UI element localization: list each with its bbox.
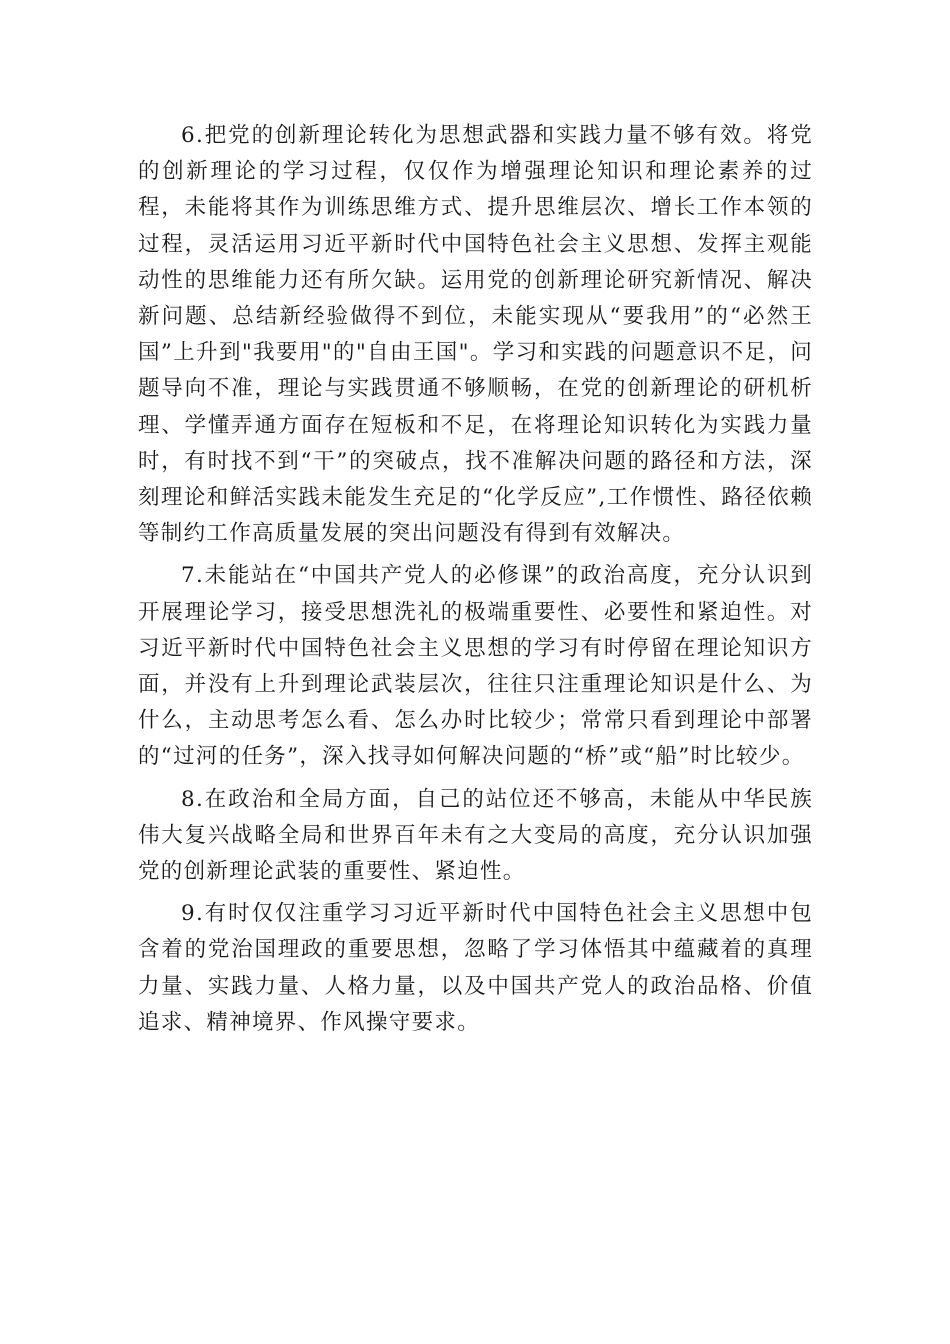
paragraph-7: 7.未能站在“中国共产党人的必修课”的政治高度，充分认识到开展理论学习，接受思想洗礼的极端重要性、必要性和紧迫性。对习近平新时代中国特色社会主义思想的学习有时停留在理论知识方面，并没有上升到理论武装层次，往往只注重理论知识是什么、为什么，主动思考怎么看、怎么办时比较少；常常只看到理论中部署的“过河的任务”，深入找寻如何解决问题的“桥”或“船”时比较少。 xyxy=(138,563,813,770)
paragraph-8: 8.在政治和全局方面，自己的站位还不够高，未能从中华民族伟大复兴战略全局和世界百年未有之大变局的高度，充分认识加强党的创新理论武装的重要性、紧迫性。 xyxy=(138,786,813,885)
paragraph-6: 6.把党的创新理论转化为思想武器和实践力量不够有效。将党的创新理论的学习过程，仅仅作为增强理论知识和理论素养的过程，未能将其作为训练思维方式、提升思维层次、增长工作本领的过程，灵活运用习近平新时代中国特色社会主义思想、发挥主观能动性的思维能力还有所欠缺。运用党的创新理论研究新情况、解决新问题、总结新经验做得不到位，未能实现从“要我用”的“必然王国”上升到"我要用"的"自由王国"。学习和实践的问题意识不足，问题导向不准，理论与实践贯通不够顺畅，在党的创新理论的研机析理、学懂弄通方面存在短板和不足，在将理论知识转化为实践力量时，有时找不到“干”的突破点，找不准解决问题的路径和方法，深刻理论和鲜活实践未能发生充足的“化学反应”,工作惯性、路径依赖等制约工作高质量发展的突出问题没有得到有效解决。 xyxy=(138,123,813,547)
paragraph-9: 9.有时仅仅注重学习习近平新时代中国特色社会主义思想中包含着的党治国理政的重要思想，忽略了学习体悟其中蕴藏着的真理力量、实践力量、人格力量，以及中国共产党人的政治品格、价值追求、精神境界、作风操守要求。 xyxy=(138,901,813,1035)
document-body xyxy=(138,118,813,1047)
